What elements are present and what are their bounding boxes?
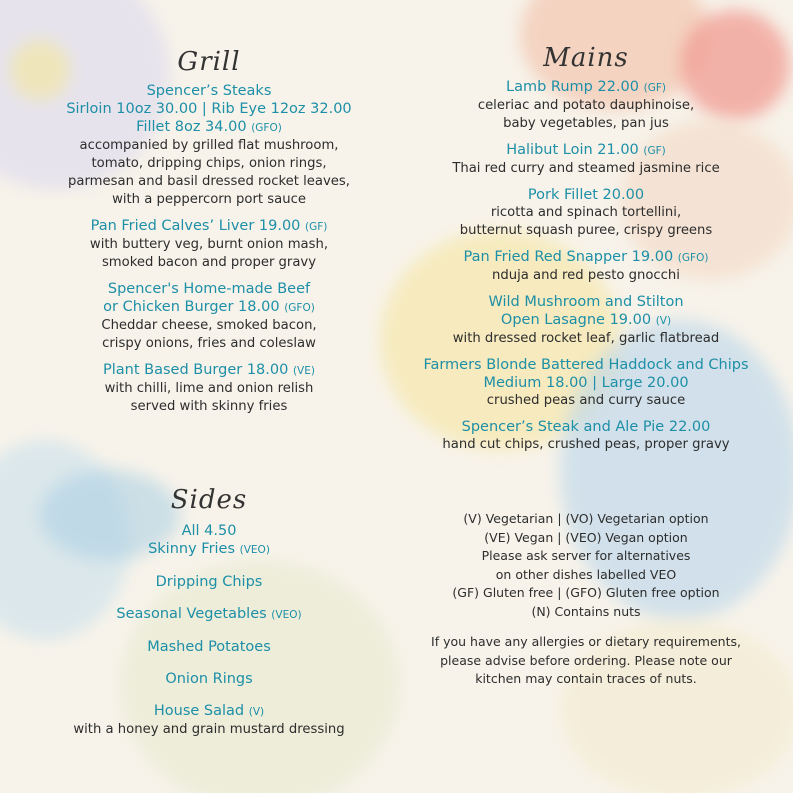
dish-price: Pan Fried Calves’ Liver 19.00	[90, 218, 301, 234]
dish-description: celeriac and potato dauphinoise,	[477, 98, 695, 113]
side-name: Seasonal Vegetables	[116, 606, 267, 622]
allergy-notice	[400, 633, 772, 689]
dish-price: Pan Fried Red Snapper 19.00	[463, 249, 674, 265]
dish-price: Halibut Loin 21.00	[506, 142, 639, 158]
dish-description: nduja and red pesto gnocchi	[492, 268, 680, 283]
dish-title	[28, 361, 390, 380]
dish-description: ricotta and spinach tortellini,	[490, 205, 682, 220]
dish-title: Farmers Blonde Battered Haddock and Chips	[423, 357, 749, 373]
diet-tag: (GFO)	[284, 302, 315, 314]
dish-description: with dressed rocket leaf, garlic flatbread	[452, 331, 720, 346]
sides-price: All 4.50	[181, 523, 237, 539]
allergy-line: If you have any allergies or dietary requirements,	[431, 634, 741, 649]
diet-tag: (GF)	[643, 145, 666, 157]
sides-heading: Sides	[170, 485, 248, 515]
diet-tag: (GF)	[305, 221, 328, 233]
mains-section	[400, 78, 772, 454]
key-line: (V) Vegetarian | (VO) Vegetarian option	[463, 511, 709, 526]
key-line: Please ask server for alternatives	[481, 548, 691, 563]
side-name: Onion Rings	[165, 671, 253, 687]
diet-tag: (VEO)	[271, 609, 302, 621]
dish-price: Fillet 8oz 34.00	[136, 119, 247, 135]
dish-title: Spencer's Home-made Beef	[107, 281, 311, 297]
dish-description: with buttery veg, burnt onion mash,	[89, 237, 329, 252]
left-column	[28, 42, 390, 739]
side-item	[28, 540, 390, 559]
grill-heading: Grill	[177, 47, 241, 77]
side-name: House Salad	[153, 703, 245, 719]
side-item	[28, 605, 390, 624]
dish-title	[400, 78, 772, 97]
dish-description: accompanied by grilled flat mushroom,	[79, 138, 339, 153]
dish-description: butternut squash puree, crispy greens	[459, 223, 713, 238]
dish-description: with chilli, lime and onion relish	[104, 381, 314, 396]
diet-tag: (VEO)	[239, 544, 270, 556]
dish-title: Wild Mushroom and Stilton	[488, 294, 684, 310]
side-item	[28, 670, 390, 688]
right-column	[400, 38, 772, 689]
side-item	[28, 702, 390, 721]
side-name: Skinny Fries	[148, 541, 236, 557]
dish-description: crispy onions, fries and coleslaw	[102, 336, 316, 351]
dish-title	[28, 298, 390, 317]
mains-item	[400, 141, 772, 178]
side-name: Dripping Chips	[155, 574, 263, 590]
grill-item	[28, 361, 390, 416]
dish-title	[400, 186, 772, 204]
dish-description: Cheddar cheese, smoked bacon,	[101, 318, 317, 333]
side-description: with a honey and grain mustard dressing	[73, 722, 345, 737]
mains-item	[400, 186, 772, 240]
dish-price: Spencer’s Steak and Ale Pie 22.00	[461, 419, 711, 435]
mains-item	[400, 293, 772, 348]
dish-title	[400, 248, 772, 267]
side-item	[28, 573, 390, 591]
dish-description: baby vegetables, pan jus	[503, 116, 669, 131]
grill-item	[28, 217, 390, 272]
dietary-key	[400, 510, 772, 689]
grill-item	[28, 82, 390, 209]
key-line: (VE) Vegan | (VEO) Vegan option	[484, 529, 688, 545]
dish-title	[400, 141, 772, 160]
dish-price: Open Lasagne 19.00	[500, 312, 652, 328]
dish-price: Medium 18.00 | Large 20.00	[483, 375, 689, 391]
allergy-line: please advise before ordering. Please note our	[440, 652, 732, 668]
dish-price: Lamb Rump 22.00	[506, 79, 639, 95]
diet-tag: (GF)	[643, 82, 666, 94]
dish-description: parmesan and basil dressed rocket leaves,	[68, 174, 350, 189]
dish-title	[400, 418, 772, 436]
allergy-line: kitchen may contain traces of nuts.	[475, 671, 697, 686]
sides-section	[28, 540, 390, 739]
dish-description: tomato, dripping chips, onion rings,	[91, 156, 327, 171]
diet-tag: (GFO)	[677, 252, 709, 264]
dish-title: Spencer’s Steaks	[146, 83, 272, 99]
mains-item	[400, 356, 772, 410]
dish-title	[400, 311, 772, 330]
dish-price: Plant Based Burger 18.00	[103, 362, 289, 378]
mains-item	[400, 248, 772, 285]
dish-title	[28, 217, 390, 236]
dish-description: crushed peas and curry sauce	[486, 393, 686, 408]
dish-title	[28, 118, 390, 137]
grill-item	[28, 280, 390, 353]
mains-item	[400, 78, 772, 133]
dish-description: smoked bacon and proper gravy	[101, 255, 317, 270]
diet-tag: (V)	[655, 315, 672, 327]
key-line: on other dishes labelled VEO	[495, 566, 677, 582]
side-item	[28, 638, 390, 656]
dish-description: hand cut chips, crushed peas, proper gravy	[442, 437, 730, 452]
diet-tag: (GFO)	[251, 122, 282, 134]
grill-section	[28, 82, 390, 416]
dish-description: Thai red curry and steamed jasmine rice	[452, 161, 720, 176]
dish-title: Sirloin 10oz 30.00 | Rib Eye 12oz 32.00	[66, 101, 352, 117]
mains-item	[400, 418, 772, 454]
mains-heading: Mains	[543, 43, 629, 73]
key-line: (N) Contains nuts	[531, 603, 641, 619]
dish-description: served with skinny fries	[130, 399, 288, 414]
dish-description: with a peppercorn port sauce	[112, 192, 306, 207]
diet-tag: (V)	[248, 706, 265, 718]
dish-price: Pork Fillet 20.00	[527, 187, 645, 203]
key-line: (GF) Gluten free | (GFO) Gluten free option	[452, 585, 720, 600]
diet-tag: (VE)	[292, 365, 315, 377]
dish-title	[400, 374, 772, 392]
side-name: Mashed Potatoes	[147, 639, 271, 655]
dish-price: or Chicken Burger 18.00	[103, 299, 280, 315]
